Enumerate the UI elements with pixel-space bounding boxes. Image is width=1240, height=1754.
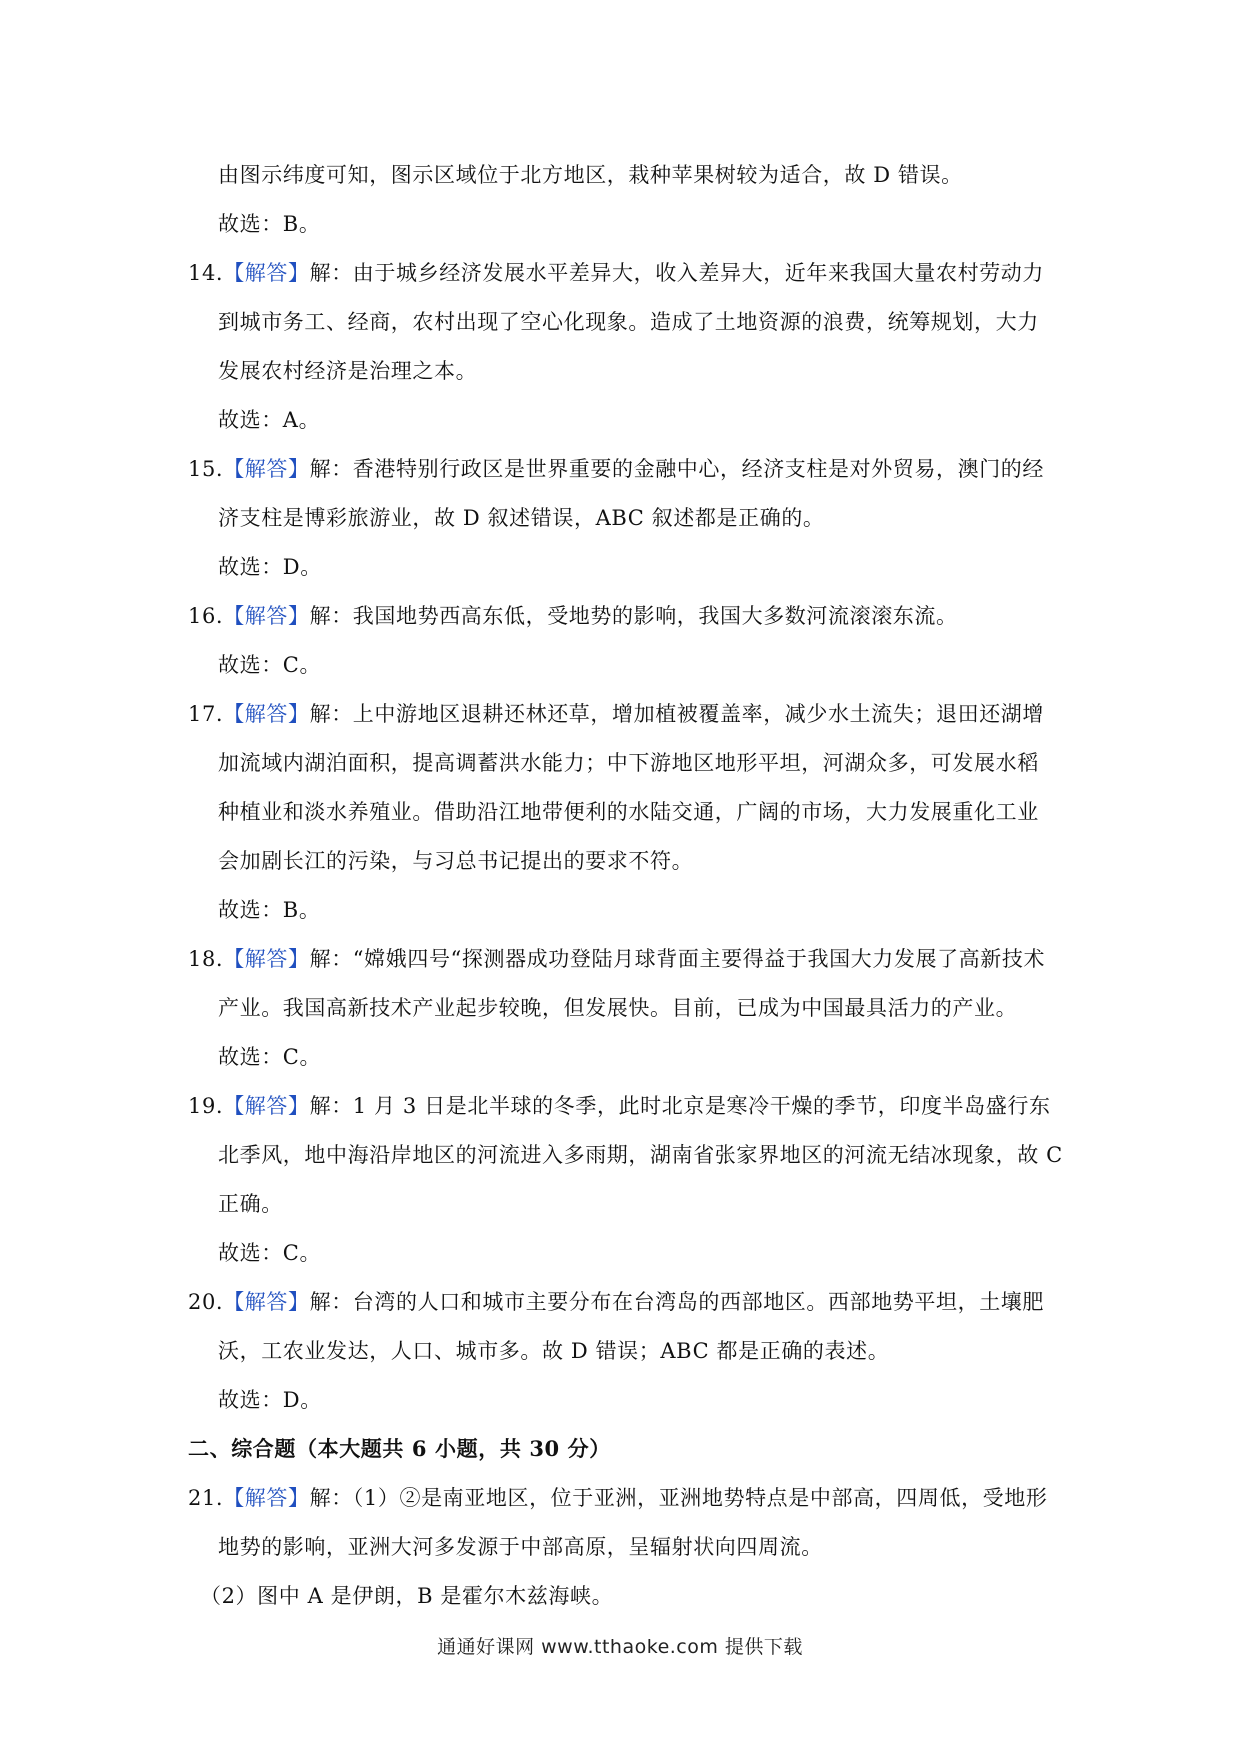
- question-20-answer: 故选：D。: [218, 1388, 322, 1412]
- answer-text: 解：（1）②是南亚地区，位于亚洲，亚洲地势特点是中部高，四周低，受地形: [309, 1486, 1048, 1510]
- section-heading: 二、综合题（本大题共 6 小题，共 30 分）: [188, 1436, 611, 1461]
- q13-answer: 故选：B。: [218, 212, 321, 236]
- answer-tag: 【解答】: [223, 947, 310, 971]
- answer-text: 解：香港特别行政区是世界重要的金融中心，经济支柱是对外贸易，澳门的经: [309, 457, 1045, 481]
- question-14-answer: 故选：A。: [218, 408, 321, 432]
- answer-tag: 【解答】: [223, 1486, 310, 1510]
- question-19-answer: 故选：C。: [218, 1241, 322, 1265]
- answer-text: 解：我国地势西高东低，受地势的影响，我国大多数河流滚滚东流。: [309, 604, 958, 628]
- answer-tag: 【解答】: [223, 1290, 310, 1314]
- question-17-line-1: [188, 699, 1044, 729]
- question-number: 21.: [188, 1486, 224, 1510]
- answer-text: 解：上中游地区退耕还林还草，增加植被覆盖率，减少水土流失；退田还湖增: [309, 702, 1045, 726]
- question-15-line-2: 济支柱是博彩旅游业，故 D 叙述错误，ABC 叙述都是正确的。: [218, 506, 825, 530]
- question-number: 14.: [188, 261, 224, 285]
- answer-tag: 【解答】: [223, 457, 310, 481]
- question-number: 16.: [188, 604, 224, 628]
- question-21-line-2: 地势的影响，亚洲大河多发源于中部高原，呈辐射状向四周流。: [218, 1535, 823, 1559]
- answer-tag: 【解答】: [223, 261, 310, 285]
- question-19-line-1: [188, 1091, 1051, 1121]
- question-18-line-1: [188, 944, 1045, 974]
- question-17-line-4: 会加剧长江的污染，与习总书记提出的要求不符。: [218, 849, 694, 873]
- question-number: 19.: [188, 1094, 224, 1118]
- answer-text: 解：“嫦娥四号“探测器成功登陆月球背面主要得益于我国大力发展了高新技术: [309, 947, 1046, 971]
- question-20-line-1: [188, 1287, 1044, 1317]
- answer-tag: 【解答】: [223, 702, 310, 726]
- answer-text: 解：1 月 3 日是北半球的冬季，此时北京是寒冷干燥的季节，印度半岛盛行东: [309, 1094, 1051, 1118]
- question-17-line-2: 加流域内湖泊面积，提高调蓄洪水能力；中下游地区地形平坦，河湖众多，可发展水稻: [218, 751, 1039, 775]
- question-14-line-1: [188, 258, 1044, 288]
- question-number: 17.: [188, 702, 224, 726]
- question-21-line-3: （2）图中 A 是伊朗，B 是霍尔木兹海峡。: [200, 1584, 614, 1608]
- answer-tag: 【解答】: [223, 1094, 310, 1118]
- question-15-line-1: [188, 454, 1044, 484]
- question-20-line-2: 沃，工农业发达，人口、城市多。故 D 错误；ABC 都是正确的表述。: [218, 1339, 890, 1363]
- answer-text: 解：由于城乡经济发展水平差异大，收入差异大，近年来我国大量农村劳动力: [309, 261, 1045, 285]
- question-21-line-1: [188, 1483, 1047, 1513]
- question-16-line-1: [188, 601, 958, 631]
- question-number: 20.: [188, 1290, 224, 1314]
- question-17-answer: 故选：B。: [218, 898, 321, 922]
- question-18-line-2: 产业。我国高新技术产业起步较晚，但发展快。目前，已成为中国最具活力的产业。: [218, 996, 1018, 1020]
- question-19-line-2: 北季风，地中海沿岸地区的河流进入多雨期，湖南省张家界地区的河流无结冰现象，故 C: [218, 1143, 1063, 1167]
- question-17-line-3: 种植业和淡水养殖业。借助沿江地带便利的水陆交通，广阔的市场，大力发展重化工业: [218, 800, 1039, 824]
- question-19-line-3: 正确。: [218, 1192, 283, 1216]
- page-footer: 通通好课网 www.tthaoke.com 提供下载: [437, 1636, 803, 1658]
- question-14-line-3: 发展农村经济是治理之本。: [218, 359, 478, 383]
- q13-continuation-line: 由图示纬度可知，图示区域位于北方地区，栽种苹果树较为适合，故 D 错误。: [218, 163, 963, 187]
- question-16-answer: 故选：C。: [218, 653, 322, 677]
- question-15-answer: 故选：D。: [218, 555, 322, 579]
- question-14-line-2: 到城市务工、经商，农村出现了空心化现象。造成了土地资源的浪费，统筹规划，大力: [218, 310, 1039, 334]
- answer-text: 解：台湾的人口和城市主要分布在台湾岛的西部地区。西部地势平坦，土壤肥: [309, 1290, 1045, 1314]
- answer-tag: 【解答】: [223, 604, 310, 628]
- question-18-answer: 故选：C。: [218, 1045, 322, 1069]
- question-number: 18.: [188, 947, 224, 971]
- question-number: 15.: [188, 457, 224, 481]
